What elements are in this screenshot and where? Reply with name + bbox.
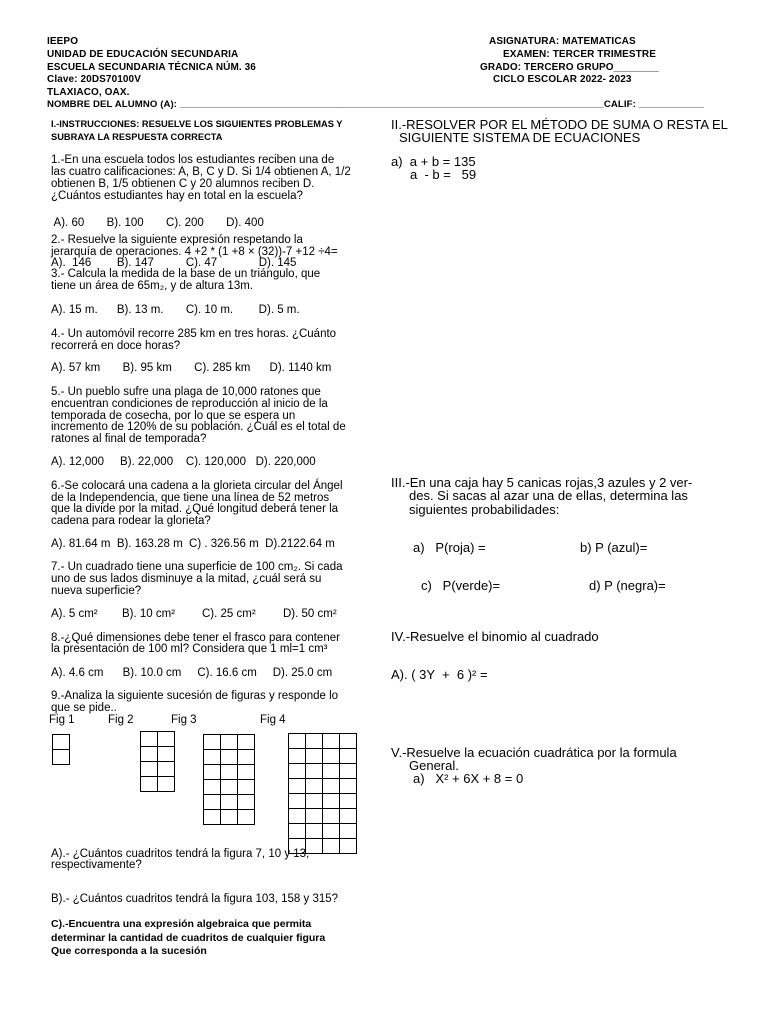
grid-cell bbox=[340, 764, 357, 779]
instructions-line-2: SUBRAYA LA RESPUESTA CORRECTA bbox=[51, 132, 223, 142]
grid-cell bbox=[289, 749, 306, 764]
q7-option-d: D). 50 cm² bbox=[283, 608, 337, 620]
grid-cell bbox=[141, 732, 158, 747]
figure-2-grid bbox=[140, 731, 175, 792]
grid-cell bbox=[204, 735, 221, 750]
q1-line-2: las cuatro calificaciones: A, B, C y D. Si 1/4 obtienen A, 1/2 bbox=[51, 166, 351, 178]
q1-line-1: 1.-En una escuela todos los estudiantes reciben una de bbox=[51, 154, 335, 166]
grid-cell bbox=[323, 794, 340, 809]
figure-3-grid bbox=[203, 734, 255, 825]
figure-4-grid bbox=[288, 733, 357, 854]
grid-cell bbox=[306, 809, 323, 824]
grid-cell bbox=[141, 747, 158, 762]
q8-line-2: la presentación de 100 ml? Considera que 1 ml=1 cm³ bbox=[51, 643, 328, 655]
q8-line-1: 8.-¿Qué dimensiones debe tener el frasco para contener bbox=[51, 632, 340, 644]
fig-3-label: Fig 3 bbox=[171, 714, 197, 726]
grid-cell bbox=[323, 809, 340, 824]
instructions-line-1: I.-INSTRUCCIONES: RESUELVE LOS SIGUIENTES PROBLEMAS Y bbox=[51, 119, 343, 129]
grid-cell bbox=[306, 779, 323, 794]
q9c-line-3: Que corresponda a la sucesión bbox=[51, 945, 207, 957]
grid-cell bbox=[238, 750, 255, 765]
grid-cell bbox=[289, 764, 306, 779]
grid-cell bbox=[204, 795, 221, 810]
grid-cell bbox=[306, 824, 323, 839]
grid-cell bbox=[221, 765, 238, 780]
q1-options: A). 60 B). 100 C). 200 D). 400 bbox=[51, 217, 264, 229]
q7-option-c: C). 25 cm² bbox=[202, 608, 256, 620]
grid-cell bbox=[323, 734, 340, 749]
q5-line-3: temporada de cosecha, por lo que se espera un bbox=[51, 410, 296, 422]
section-2-title-1: II.-RESOLVER POR EL MÉTODO DE SUMA O RESTA EL bbox=[391, 117, 728, 132]
grid-cell bbox=[289, 824, 306, 839]
grid-cell bbox=[289, 809, 306, 824]
section-4-title: IV.-Resuelve el binomio al cuadrado bbox=[391, 629, 599, 644]
grid-cell bbox=[323, 749, 340, 764]
header-left-5: TLAXIACO, OAX. bbox=[47, 87, 130, 98]
equation-2: a - b = 59 bbox=[410, 167, 477, 182]
q9b: B).- ¿Cuántos cuadritos tendrá la figura 103, 158 y 315? bbox=[51, 893, 339, 905]
q6-line-1: 6.-Se colocará una cadena a la glorieta circular del Ángel bbox=[51, 480, 343, 492]
q9c-line-2: determinar la cantidad de cuadritos de cualquier figura bbox=[51, 932, 326, 944]
grid-cell bbox=[289, 734, 306, 749]
grid-cell bbox=[340, 839, 357, 854]
grid-cell bbox=[238, 810, 255, 825]
grid-cell bbox=[221, 795, 238, 810]
grid-cell bbox=[158, 747, 175, 762]
q7-option-b: B). 10 cm² bbox=[122, 608, 176, 620]
header-right-4: CICLO ESCOLAR 2022- 2023 bbox=[493, 74, 632, 85]
grid-cell bbox=[158, 777, 175, 792]
grid-cell bbox=[221, 810, 238, 825]
grid-cell bbox=[323, 779, 340, 794]
q2-options: A). 146 B). 147 C). 47 D). 145 bbox=[51, 257, 297, 269]
grid-cell bbox=[289, 794, 306, 809]
q1-line-3: obtienen B, 1/5 obtienen C y 20 alumnos reciben D. bbox=[51, 178, 315, 190]
header-right-1: ASIGNATURA: MATEMATICAS bbox=[489, 36, 636, 47]
section-5-line-2: General. bbox=[409, 758, 459, 773]
section-5-line-1: V.-Resuelve la ecuación cuadrática por la formula bbox=[391, 745, 677, 760]
grid-cell bbox=[238, 765, 255, 780]
grid-cell bbox=[204, 810, 221, 825]
q6-options: A). 81.64 m B). 163.28 m C) . 326.56 m D).2122.64 m bbox=[51, 538, 335, 550]
grid-cell bbox=[323, 839, 340, 854]
figure-1-grid bbox=[52, 734, 70, 765]
fig-4-label: Fig 4 bbox=[260, 714, 286, 726]
q6-line-2: de la Independencia, que tiene una línea de 52 metros bbox=[51, 492, 330, 504]
grid-cell bbox=[323, 764, 340, 779]
grid-cell bbox=[306, 764, 323, 779]
prob-black: d) P (negra)= bbox=[589, 578, 666, 593]
grid-cell bbox=[53, 750, 70, 765]
q7-line-1: 7.- Un cuadrado tiene una superficie de 100 cm₂. Si cada bbox=[51, 561, 343, 573]
section-3-line-3: siguientes probabilidades: bbox=[409, 502, 560, 517]
section-3-line-2: des. Si sacas al azar una de ellas, determina las bbox=[409, 488, 688, 503]
grid-cell bbox=[340, 794, 357, 809]
header-left-2: UNIDAD DE EDUCACIÓN SECUNDARIA bbox=[47, 49, 239, 60]
header-left-3: ESCUELA SECUNDARIA TÉCNICA NÚM. 36 bbox=[47, 62, 256, 73]
q9a-line-1: A).- ¿Cuántos cuadritos tendrá la figura 7, 10 y 13, bbox=[51, 848, 310, 860]
grid-cell bbox=[221, 750, 238, 765]
grid-cell bbox=[306, 749, 323, 764]
grid-cell bbox=[204, 765, 221, 780]
grid-cell bbox=[238, 795, 255, 810]
grid-cell bbox=[340, 779, 357, 794]
section-2-title-2: SIGUIENTE SISTEMA DE ECUACIONES bbox=[399, 130, 641, 145]
q6-line-4: cadena para rodear la glorieta? bbox=[51, 515, 211, 527]
q5-line-2: encuentran condiciones de reproducción al inicio de la bbox=[51, 398, 328, 410]
q3-options: A). 15 m. B). 13 m. C). 10 m. D). 5 m. bbox=[51, 304, 300, 316]
q5-options: A). 12,000 B). 22,000 C). 120,000 D). 220,000 bbox=[51, 456, 316, 468]
q9c-line-1: C).-Encuentra una expresión algebraica que permita bbox=[51, 918, 312, 930]
grid-cell bbox=[306, 734, 323, 749]
q7-line-3: nueva superficie? bbox=[51, 585, 142, 597]
fig-1-label: Fig 1 bbox=[49, 714, 75, 726]
grid-cell bbox=[221, 780, 238, 795]
grid-cell bbox=[340, 734, 357, 749]
q4-line-1: 4.- Un automóvil recorre 285 km en tres horas. ¿Cuánto bbox=[51, 328, 337, 340]
binomio: A). ( 3Y + 6 )² = bbox=[391, 667, 488, 682]
q9a-line-2: respectivamente? bbox=[51, 859, 142, 871]
grid-cell bbox=[323, 824, 340, 839]
q1-line-4: ¿Cuántos estudiantes hay en total en la escuela? bbox=[51, 190, 303, 202]
q7-option-a: A). 5 cm² bbox=[51, 608, 98, 620]
q5-line-1: 5.- Un pueblo sufre una plaga de 10,000 ratones que bbox=[51, 386, 321, 398]
grid-cell bbox=[238, 780, 255, 795]
q9-line-2: que se pide.. bbox=[51, 702, 117, 714]
fig-2-label: Fig 2 bbox=[108, 714, 134, 726]
grid-cell bbox=[340, 809, 357, 824]
prob-red: a) P(roja) = bbox=[413, 540, 486, 555]
grid-cell bbox=[53, 735, 70, 750]
header-right-3: GRADO: TERCERO GRUPO________ bbox=[480, 62, 659, 73]
header-left-1: IEEPO bbox=[47, 36, 79, 47]
prob-green: c) P(verde)= bbox=[421, 578, 501, 593]
equation-1: a) a + b = 135 bbox=[391, 154, 476, 169]
q8-options: A). 4.6 cm B). 10.0 cm C). 16.6 cm D). 25.0 cm bbox=[51, 667, 333, 679]
q3-line-2: tiene un área de 65m₂, y de altura 13m. bbox=[51, 280, 254, 292]
grid-cell bbox=[158, 732, 175, 747]
section-3-line-1: III.-En una caja hay 5 canicas rojas,3 azules y 2 ver- bbox=[391, 475, 693, 490]
grid-cell bbox=[141, 762, 158, 777]
q3-line-1: 3.- Calcula la medida de la base de un triángulo, que bbox=[51, 268, 321, 280]
q4-options: A). 57 km B). 95 km C). 285 km D). 1140 km bbox=[51, 362, 332, 374]
grid-cell bbox=[340, 749, 357, 764]
name-line: NOMBRE DEL ALUMNO (A): ______________________________________________________________________________CALIF: ____________ bbox=[47, 99, 704, 110]
quadratic-equation: a) X² + 6X + 8 = 0 bbox=[413, 771, 524, 786]
grid-cell bbox=[204, 750, 221, 765]
grid-cell bbox=[158, 762, 175, 777]
q9-line-1: 9.-Analiza la siguiente sucesión de figuras y responde lo bbox=[51, 690, 339, 702]
q5-line-4: incremento de 120% de su población. ¿Cuál es el total de bbox=[51, 421, 346, 433]
q4-line-2: recorrerá en doce horas? bbox=[51, 340, 181, 352]
grid-cell bbox=[340, 824, 357, 839]
grid-cell bbox=[306, 794, 323, 809]
q5-line-5: ratones al final de temporada? bbox=[51, 433, 207, 445]
grid-cell bbox=[289, 779, 306, 794]
header-left-4: Clave: 20DS70100V bbox=[47, 74, 141, 85]
grid-cell bbox=[141, 777, 158, 792]
q2-line-1: 2.- Resuelve la siguiente expresión respetando la bbox=[51, 234, 303, 246]
grid-cell bbox=[238, 735, 255, 750]
prob-blue: b) P (azul)= bbox=[580, 540, 648, 555]
grid-cell bbox=[204, 780, 221, 795]
header-right-2: EXAMEN: TERCER TRIMESTRE bbox=[503, 49, 656, 60]
q2-line-2: jerarquía de operaciones. 4 +2 * (1 +8 × (32))-7 +12 ÷4= bbox=[51, 246, 338, 258]
grid-cell bbox=[221, 735, 238, 750]
q6-line-3: que la divide por la mitad. ¿Qué longitud deberá tener la bbox=[51, 503, 339, 515]
q7-line-2: uno de sus lados disminuye a la mitad, ¿cuál será su bbox=[51, 573, 322, 585]
